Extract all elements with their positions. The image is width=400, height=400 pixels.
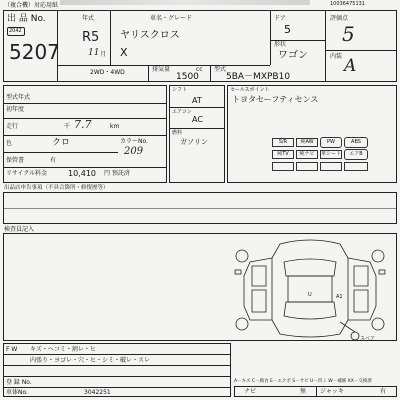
damage-legend: A－キズ C－腐食 E－エクボ S－サビ U－凹ミ W－補修 XX－交換済: [234, 379, 372, 384]
fuel-label: 燃料: [172, 130, 183, 136]
registration-label: 登 録 No.: [6, 379, 32, 386]
car-name-value: ヤリスクロス: [120, 30, 180, 41]
year-label: 年式: [82, 15, 95, 22]
color-label: 色: [6, 140, 13, 147]
interior-value: A: [344, 56, 357, 76]
grade-value: X: [120, 46, 128, 59]
model-value: 5BA－MXPB10: [226, 72, 291, 82]
shift-value: AT: [192, 96, 202, 105]
damage-mark-a1: A1: [336, 294, 343, 300]
equip-blank-3: [320, 162, 342, 171]
interior-label: 内装: [330, 53, 343, 60]
mileage-label: 走行: [6, 123, 19, 130]
displacement-unit: cc: [196, 66, 203, 73]
fuel-value: ガソリン: [180, 138, 208, 146]
model-label: 型式: [214, 66, 227, 73]
navi-label: ナビ: [244, 388, 257, 395]
drive-label: 2WD・4WD: [90, 69, 125, 76]
remarks-label: 出品店申告事項（不具合箇所・修復歴等）: [4, 185, 109, 191]
mileage-suffix: km: [110, 123, 120, 130]
navi-value: 無: [300, 388, 307, 395]
storage-label: 保管書: [6, 157, 25, 164]
interior-condition: 内張り・ヨゴレ・穴・ヒ・シミ・破レ・スレ: [30, 357, 151, 364]
scan-artifact: [60, 0, 310, 5]
ac-value: AC: [192, 115, 203, 124]
jack-value: 有: [380, 388, 387, 395]
shape-label: 形状: [274, 41, 287, 48]
evaluation-value: 5: [342, 22, 355, 46]
equip-power-window: PW: [320, 137, 342, 148]
displacement-label: 排気量: [152, 66, 171, 73]
equip-navi: 純ナビ: [296, 150, 318, 159]
chassis-label: 車体No.: [6, 389, 28, 396]
color-no-value: 209: [124, 146, 144, 157]
ac-label: エアコン: [172, 109, 192, 115]
equip-blank-2: [296, 162, 318, 171]
month-value: 11: [88, 48, 100, 58]
chassis-value: 3042251: [84, 389, 111, 396]
spare-label: スペア: [360, 336, 376, 342]
damage-mark-u: U: [308, 292, 312, 298]
form-title: （複合機）対応用紙: [4, 2, 59, 9]
color-no-label: カラーNo.: [120, 138, 148, 145]
model-year-label: 型式年式: [6, 94, 31, 101]
shape-value: ワゴン: [278, 50, 308, 61]
mileage-unit: 千: [64, 123, 71, 130]
car-diagram: [230, 236, 390, 342]
mileage-value: 7.7: [74, 118, 92, 131]
jack-label: ジャッキ: [320, 388, 344, 395]
equip-airbag: エアB: [344, 149, 368, 160]
equip-sunroof: S/R: [272, 138, 294, 147]
shift-label: シフト: [172, 87, 188, 93]
month-suffix: 月: [100, 51, 107, 58]
equip-blank-4: [344, 162, 368, 171]
exhibit-label: 出 品 No.: [7, 14, 46, 24]
door-label: ドア: [274, 15, 286, 22]
inspector-label: 検査員記入: [4, 226, 35, 233]
sales-point-label: セールスポイント: [230, 87, 270, 93]
exhibit-number: 5207: [9, 40, 60, 64]
recycle-label: リサイクル料金: [6, 170, 48, 177]
equip-abs: ABS: [344, 137, 368, 148]
evaluation-label: 評価点: [330, 15, 349, 22]
recycle-value: 10,410: [68, 169, 96, 178]
first-registration-label: 初年度: [6, 106, 25, 113]
recycle-unit: 円 預託済: [104, 170, 130, 177]
equip-leather: 革シート: [321, 151, 342, 157]
storage-value: 有: [50, 157, 57, 164]
color-value: クロ: [52, 138, 71, 148]
equip-alloy-wheel: 純AW: [296, 138, 318, 147]
name-label: 車名・グレード: [150, 15, 193, 22]
fw-value: キズ・ヘコミ・割レ・ヒ: [30, 346, 96, 353]
equip-tv: 純TV: [272, 150, 294, 159]
exhibit-small-number: 2042: [9, 28, 22, 34]
sales-point-value: トヨタセーフティセンス: [232, 95, 319, 104]
equip-blank-1: [272, 162, 294, 171]
serial-number: 10036475131: [330, 1, 365, 7]
year-value: R5: [82, 30, 100, 45]
displacement-value: 1500: [176, 72, 199, 82]
door-value: 5: [284, 23, 291, 36]
fw-label: F W: [6, 346, 18, 353]
